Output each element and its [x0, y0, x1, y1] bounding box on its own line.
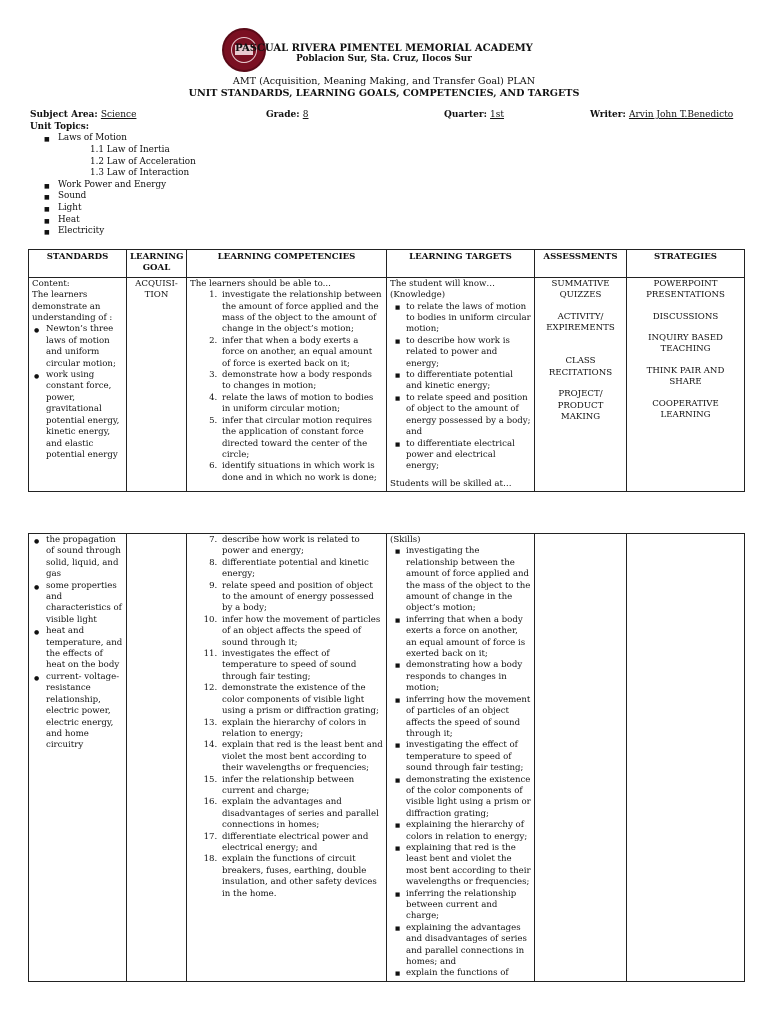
- school-name: PASCUAL RIVERA PIMENTEL MEMORIAL ACADEMY: [235, 43, 533, 54]
- strategy-item: COOPERATIVE LEARNING: [652, 398, 719, 421]
- topic-item: ■ Heat: [58, 215, 196, 227]
- quarter: Quarter: 1st: [444, 110, 505, 120]
- list-item: ■ demonstrating the existence of the color components of visible light using a prism or diffraction grating;: [406, 775, 531, 821]
- competencies-cell: [187, 277, 387, 491]
- list-item: 4. relate the laws of motion to bodies in uniform circular motion;: [220, 393, 383, 416]
- list-item: 15. infer the relationship between current and charge;: [220, 775, 383, 798]
- list-item: 17. differentiate electrical power and electrical energy; and: [220, 832, 383, 855]
- list-item: 5. infer that circular motion requires the application of constant force directed toward the center of the circle;: [220, 416, 383, 462]
- subtopic-item: 1.2 Law of Acceleration: [90, 156, 196, 167]
- competencies-intro: The learners should be able to...: [190, 278, 331, 289]
- header-assessments: ASSESSMENTS: [535, 250, 627, 278]
- list-item: ■ to relate speed and position of object to the amount of energy possessed by a body; and: [406, 393, 531, 439]
- list-item: 12. demonstrate the existence of the color components of visible light using a prism or diffraction grating;: [220, 683, 383, 717]
- topic-item: ■ Work Power and Energy: [58, 180, 196, 192]
- assessment-item: ACTIVITY/ EXPIREMENTS: [546, 311, 615, 334]
- writer: Writer: Arvin John T.Benedicto: [590, 110, 734, 120]
- assessment-item: PROJECT/ PRODUCT MAKING: [557, 389, 604, 423]
- learning-goal-cell: [127, 534, 187, 982]
- topic-item: ■ Laws of Motion: [58, 133, 196, 145]
- list-item: 9. relate speed and position of object to the amount of energy possessed by a body;: [220, 581, 383, 615]
- header-standards: STANDARDS: [29, 250, 127, 278]
- list-item: ● some properties and characteristics of visible light: [46, 581, 123, 627]
- list-item: 3. demonstrate how a body responds to changes in motion;: [220, 370, 383, 393]
- list-item: 7. describe how work is related to power and energy;: [220, 535, 383, 558]
- competencies-cell: [187, 534, 387, 982]
- list-item: 18. explain the functions of circuit breakers, fuses, earthing, double insulation, and other safety devices in the home.: [220, 854, 383, 900]
- header-targets: LEARNING TARGETS: [387, 250, 535, 278]
- list-item: 11. investigates the effect of temperature to speed of sound through fair testing;: [220, 649, 383, 683]
- list-item: ■ inferring that when a body exerts a force on another, an equal amount of force is exerted back on it;: [406, 615, 531, 661]
- list-item: ■ explaining that red is the least bent and violet the most bent according to their wavelengths or frequencies;: [406, 843, 531, 889]
- strategy-item: POWERPOINT PRESENTATIONS: [646, 278, 725, 301]
- list-item: ● work using constant force, power, gravitational potential energy, kinetic energy, and elastic potential energy: [46, 370, 123, 461]
- targets-cell: [387, 277, 535, 491]
- strategies-cell: [627, 277, 745, 491]
- assessment-item: SUMMATIVE QUIZZES: [551, 278, 610, 301]
- list-item: ■ explaining the hierarchy of colors in relation to energy;: [406, 820, 531, 843]
- list-item: ■ to differentiate electrical power and electrical energy;: [406, 439, 531, 473]
- strategy-item: THINK PAIR AND SHARE: [646, 365, 725, 388]
- list-item: ● current- voltage-resistance relationship, electric power, electric energy, and home circuitry: [46, 672, 123, 752]
- strategy-item: INQUIRY BASED TEACHING: [648, 333, 723, 355]
- list-item: 2. infer that when a body exerts a force on another, an equal amount of force is exerted back on it;: [220, 336, 383, 370]
- list-item: ■ inferring the relationship between current and charge;: [406, 889, 531, 923]
- list-item: 1. investigate the relationship between the amount of force applied and the mass of the object to the amount of change in the object’s motion;: [220, 290, 383, 336]
- list-item: 14. explain that red is the least bent and violet the most bent according to their wavelengths or frequencies;: [220, 740, 383, 774]
- standards-cell: [29, 277, 127, 491]
- standards-cell: [29, 534, 127, 982]
- targets-intro: The student will know… (Knowledge): [390, 278, 495, 301]
- topic-item: ■ Light: [58, 203, 196, 215]
- list-item: ■ demonstrating how a body responds to changes in motion;: [406, 660, 531, 694]
- list-item: ■ to relate the laws of motion to bodies in uniform circular motion;: [406, 302, 531, 336]
- assessments-cell: [535, 534, 627, 982]
- school-address: Poblacion Sur, Sta. Cruz, Ilocos Sur: [296, 54, 472, 64]
- targets-skill-intro: Students will be skilled at…: [390, 478, 512, 489]
- subtopic-item: 1.3 Law of Interaction: [90, 168, 190, 179]
- learning-goal-cell: ACQUISI-TION: [127, 277, 187, 491]
- topic-item: ■ Sound: [58, 191, 196, 203]
- standards-intro: Content: The learners demonstrate an understanding of :: [32, 278, 113, 324]
- header-strategies: STRATEGIES: [627, 250, 745, 278]
- list-item: ■ investigating the effect of temperature to speed of sound through fair testing;: [406, 740, 531, 774]
- list-item: 8. differentiate potential and kinetic energy;: [220, 558, 383, 581]
- assessment-item: CLASS RECITATIONS: [548, 356, 613, 378]
- list-item: ● heat and temperature, and the effects of heat on the body: [46, 626, 123, 672]
- list-item: ■ inferring how the movement of particles of an object affects the speed of sound through it;: [406, 695, 531, 741]
- list-item: ■ to describe how work is related to power and energy;: [406, 336, 531, 370]
- plan-title: AMT (Acquisition, Meaning Making, and Transfer Goal) PLAN: [232, 76, 536, 87]
- unit-topics: [30, 122, 196, 238]
- list-item: ■ explaining the advantages and disadvantages of series and parallel connections in homes; and: [406, 923, 531, 969]
- list-item: ● Newton’s three laws of motion and uniform circular motion;: [46, 324, 123, 370]
- assessments-cell: [535, 277, 627, 491]
- amt-table-part2: [28, 533, 745, 982]
- header-learning-goal: LEARNING GOAL: [127, 250, 187, 278]
- list-item: ■ investigating the relationship between the amount of force applied and the mass of the object to the amount of change in the object’s motion;: [406, 546, 531, 614]
- list-item: ■ explain the functions of: [406, 968, 531, 979]
- plan-subtitle: UNIT STANDARDS, LEARNING GOALS, COMPETENCIES, AND TARGETS: [188, 88, 580, 99]
- strategy-item: DISCUSSIONS: [652, 311, 719, 322]
- grade: Grade: 8: [266, 110, 309, 120]
- strategies-cell: [627, 534, 745, 982]
- amt-table-part1: [28, 249, 745, 492]
- list-item: 16. explain the advantages and disadvantages of series and parallel connections in homes;: [220, 797, 383, 831]
- subject-area: Subject Area: Science: [30, 110, 137, 120]
- list-item: ■ to differentiate potential and kinetic energy;: [406, 370, 531, 393]
- list-item: 13. explain the hierarchy of colors in relation to energy;: [220, 718, 383, 741]
- topic-item: ■ Electricity: [58, 226, 196, 238]
- header-competencies: LEARNING COMPETENCIES: [187, 250, 387, 278]
- targets-skills-label: (Skills): [390, 535, 421, 545]
- list-item: 6. identify situations in which work is done and in which no work is done;: [220, 461, 383, 484]
- unit-topics-title: Unit Topics:: [30, 122, 89, 132]
- subtopic-item: 1.1 Law of Inertia: [90, 145, 170, 156]
- list-item: ● the propagation of sound through solid, liquid, and gas: [46, 535, 123, 581]
- list-item: 10. infer how the movement of particles of an object affects the speed of sound through it;: [220, 615, 383, 649]
- targets-cell: [387, 534, 535, 982]
